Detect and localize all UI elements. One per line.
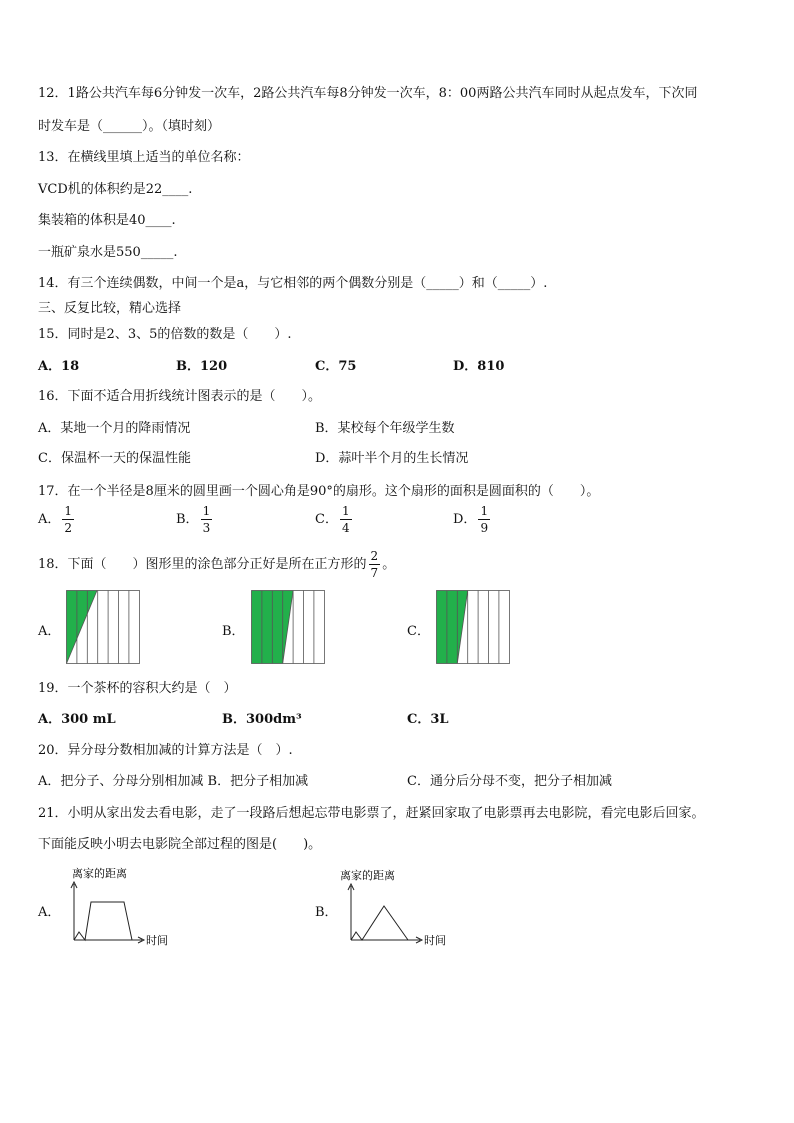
q18-option-b-label: B． xyxy=(222,624,245,639)
q14-stem: 14．有三个连续偶数，中间一个是a，与它相邻的两个偶数分别是（_____）和（_____）. xyxy=(38,276,548,291)
q13-item-a: VCD机的体积约是22____. xyxy=(38,182,193,197)
q17-option-a xyxy=(38,505,76,534)
q21-line2: 下面能反映小明去电影院全部过程的图是( )。 xyxy=(38,837,322,852)
shaded-region xyxy=(437,591,468,664)
q19-option-a: A．300 mL xyxy=(38,712,116,727)
q18-option-c-label: C． xyxy=(407,624,430,639)
q17-option-c xyxy=(315,505,354,534)
q15-option-c: C．75 xyxy=(315,359,357,374)
q20-option-c: C．通分后分母不变，把分子相加减 xyxy=(407,774,612,789)
q21-option-b-label: B． xyxy=(315,905,338,920)
fraction: $\frac{1}{4}$ xyxy=(341,504,350,535)
q13-item-b: 集装箱的体积是40____. xyxy=(38,213,176,228)
q18-stem-end: 。 xyxy=(382,557,396,572)
q21-line1: 21．小明从家出发去看电影，走了一段路后想起忘带电影票了，赶紧回家取了电影票再去电影院，看完电影后回家。 xyxy=(38,806,705,821)
q12-line1: 12．1路公共汽车每6分钟发一次车，2路公共汽车每8分钟发一次车，8：00两路公共汽车同时从起点发车，下次同 xyxy=(38,86,698,101)
q15-option-a: A．18 xyxy=(38,359,80,374)
fraction: $\frac{1}{9}$ xyxy=(480,504,489,535)
q16-option-c: C．保温杯一天的保温性能 xyxy=(38,451,191,466)
q19-option-b: B．300dm³ xyxy=(222,712,302,727)
q20-option-ab: A．把分子、分母分别相加减 B．把分子相加减 xyxy=(38,774,309,789)
q15-stem: 15．同时是2、3、5的倍数的数是（ ）. xyxy=(38,327,292,342)
section-heading: 三、反复比较，精心选择 xyxy=(38,301,182,316)
q17-option-c-letter: C． xyxy=(315,512,338,527)
q12-line2: 时发车是（______）。（填时刻） xyxy=(38,119,221,134)
q21-option-a-label: A． xyxy=(38,905,61,920)
graph-xlabel: 时间 xyxy=(424,934,446,947)
fraction: $\frac{1}{2}$ xyxy=(64,504,73,535)
q16-stem: 16．下面不适合用折线统计图表示的是（ ）。 xyxy=(38,389,322,404)
q18-figure-c xyxy=(436,590,510,664)
q16-option-b: B．某校每个年级学生数 xyxy=(315,421,455,436)
q17-option-b-letter: B． xyxy=(176,512,199,527)
graph-xlabel: 时间 xyxy=(146,934,168,947)
q17-option-d-letter: D． xyxy=(453,512,477,527)
q13-stem: 13．在横线里填上适当的单位名称： xyxy=(38,150,250,165)
q21-graph-b xyxy=(338,864,458,948)
q15-option-d: D．810 xyxy=(453,359,505,374)
q21-graph-a xyxy=(60,864,180,948)
q18-stem xyxy=(38,550,395,579)
fraction: $\frac{1}{3}$ xyxy=(202,504,211,535)
q17-option-a-letter: A． xyxy=(38,512,61,527)
q17-stem: 17．在一个半径是8厘米的圆里画一个圆心角是90°的扇形。这个扇形的面积是圆面积的（ ）。 xyxy=(38,484,600,499)
q13-item-c: 一瓶矿泉水是550_____. xyxy=(38,245,178,260)
q19-option-c: C．3L xyxy=(407,712,449,727)
q16-option-d: D．蒜叶半个月的生长情况 xyxy=(315,451,469,466)
q20-stem: 20．异分母分数相加减的计算方法是（ ）. xyxy=(38,743,293,758)
q18-figure-a xyxy=(66,590,140,664)
q16-option-a: A．某地一个月的降雨情况 xyxy=(38,421,191,436)
q17-option-b xyxy=(176,505,214,534)
q15-option-b: B．120 xyxy=(176,359,228,374)
q18-stem-text: 18．下面（ ）图形里的涂色部分正好是所在正方形的 xyxy=(38,557,367,572)
q17-option-d xyxy=(453,505,492,534)
q18-option-a-label: A． xyxy=(38,624,61,639)
q18-figure-b xyxy=(251,590,325,664)
fraction: $\frac{2}{7}$ xyxy=(370,549,379,580)
graph-ylabel: 离家的距离 xyxy=(340,869,395,882)
q19-stem: 19．一个茶杯的容积大约是（ ） xyxy=(38,681,237,696)
graph-ylabel: 离家的距离 xyxy=(72,867,127,880)
